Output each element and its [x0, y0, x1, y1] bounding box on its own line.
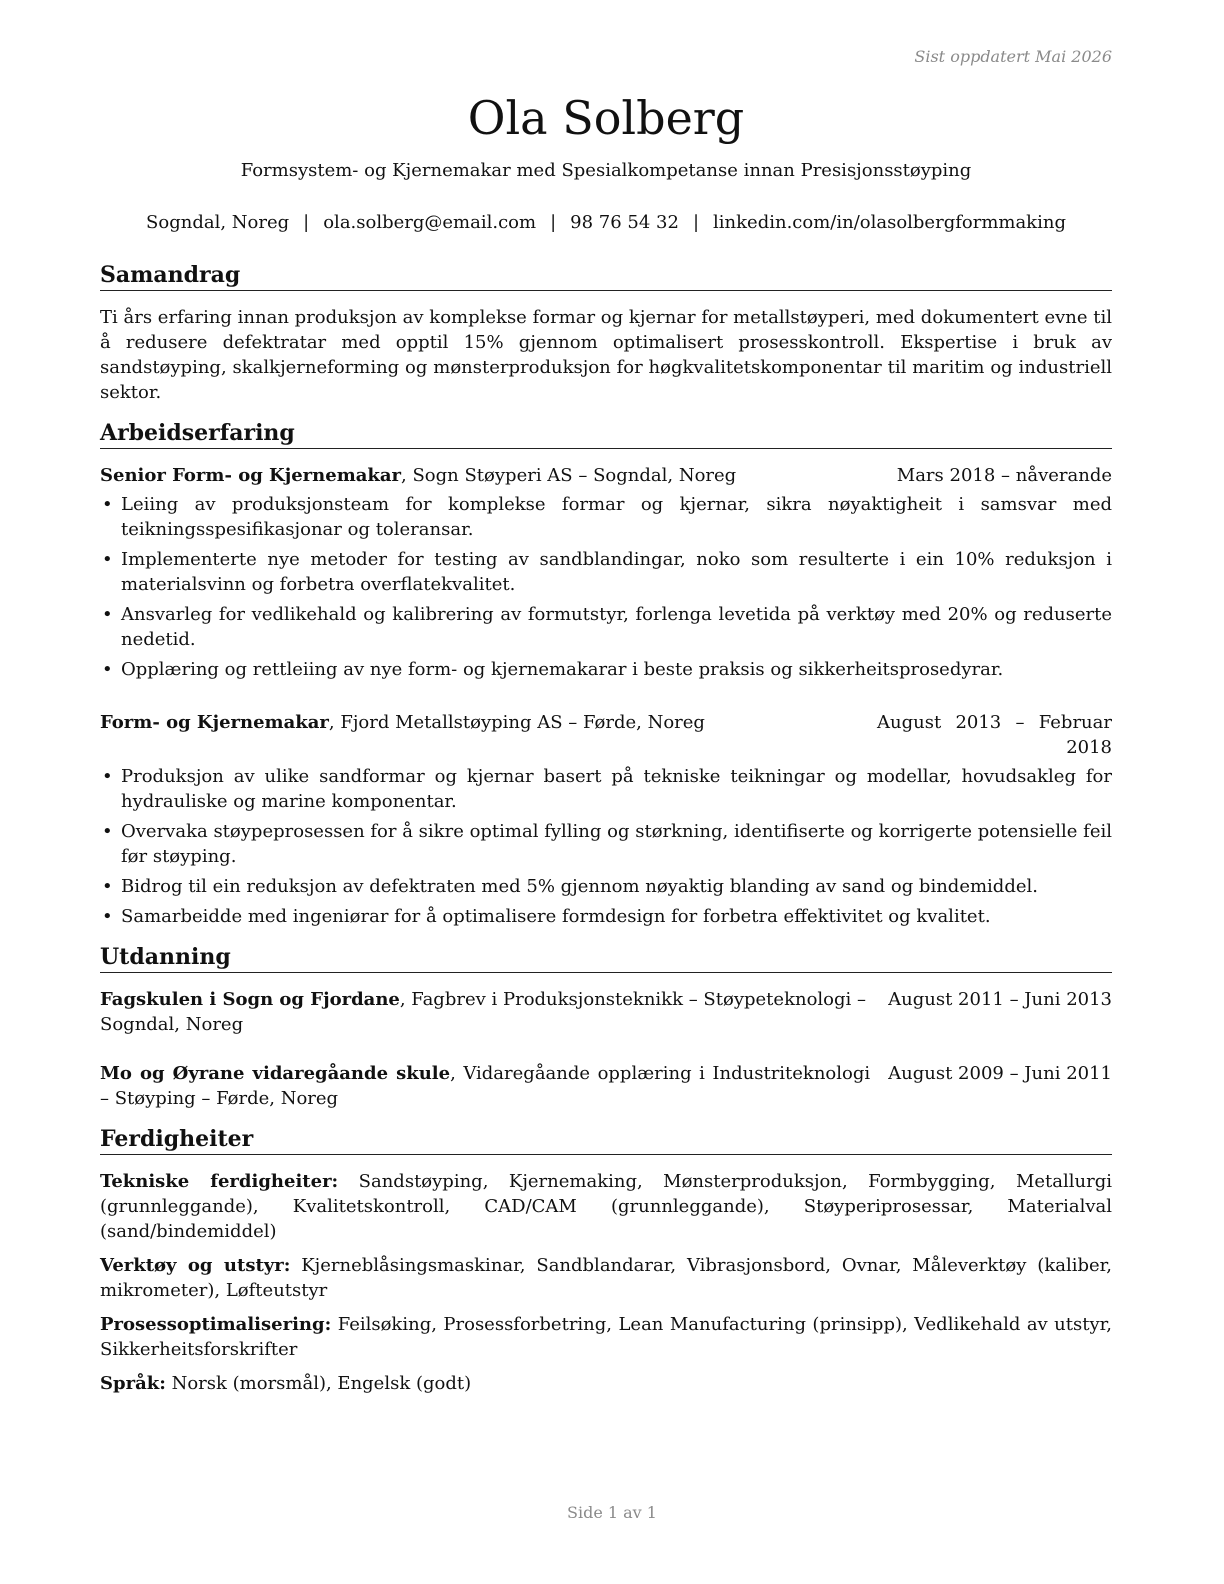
person-name: Ola Solberg [467, 91, 745, 145]
job-entry [100, 463, 1112, 682]
list-item: • Bidrog til ein reduksjon av defektraten med 5% gjennom nøyaktig blanding av sand og bindemiddel. [100, 874, 1112, 899]
skill-label: Språk: [100, 1373, 166, 1394]
summary-section [100, 261, 1112, 405]
job-entry [100, 710, 1112, 929]
education-dates: August 2009 – Juni 2011 [888, 1063, 1112, 1084]
section-title-summary: Samandrag [100, 261, 1112, 291]
skill-row [100, 1312, 1112, 1362]
job-dates: Mars 2018 – nåverande [896, 465, 1112, 486]
skill-row [100, 1169, 1112, 1244]
job-bullets [100, 492, 1112, 682]
education-entry [100, 1061, 1112, 1111]
skills-section [100, 1125, 1112, 1396]
summary-text: Ti års erfaring innan produksjon av komplekse formar og kjernar for metallstøyperi, med dokumentert evne til å redusere defektratar med opptil 15% gjennom optimalisert prosesskontroll. Ekspertise i bruk av sandstøyping, skalkjerneforming og mønsterproduksjon for høgkvalitetskomponentar til maritim og industriell sektor. [100, 307, 1112, 403]
job-header [100, 710, 1112, 760]
job-dates: August 2013 – Februar 2018 [877, 712, 1112, 758]
section-title-skills: Ferdigheiter [100, 1125, 1112, 1155]
skill-text: Sandstøyping, Kjernemaking, Mønsterproduksjon, Formbygging, Metallurgi (grunnleggande), Kvalitetskontroll, CAD/CAM (grunnleggande), Støyperiprosessar, Materialval (sand/bindemiddel) [100, 1171, 1112, 1242]
list-item: • Implementerte nye metoder for testing av sandblandingar, noko som resulterte i ein 10% reduksjon i materialsvinn og forbetra overflatekvalitet. [100, 547, 1112, 597]
education-detail: , Fagbrev i Produksjonsteknikk – Støypeteknologi – Sogndal, Noreg [100, 989, 866, 1035]
list-item: • Overvaka støypeprosessen for å sikre optimal fylling og størkning, identifiserte og korrigerte potensielle feil før støyping. [100, 819, 1112, 869]
last-updated-note: Sist oppdatert Mai 2026 [914, 47, 1112, 66]
section-title-experience: Arbeidserfaring [100, 419, 1112, 449]
education-dates: August 2011 – Juni 2013 [888, 989, 1112, 1010]
education-entry [100, 987, 1112, 1037]
contact-phone: 98 76 54 32 [570, 212, 679, 233]
skill-text: Kjerneblåsingsmaskinar, Sandblandarar, Vibrasjonsbord, Ovnar, Måleverktøy (kaliber, mikrometer), Løfteutstyr [100, 1255, 1112, 1301]
job-role: Form- og Kjernemakar [100, 712, 329, 733]
skill-row [100, 1253, 1112, 1303]
skill-text: Norsk (morsmål), Engelsk (godt) [165, 1373, 472, 1394]
experience-section [100, 419, 1112, 929]
job-org: , Fjord Metallstøyping AS – Førde, Noreg [328, 712, 705, 733]
headline: Formsystem- og Kjernemakar med Spesialkompetanse innan Presisjonsstøyping [240, 160, 972, 181]
skill-label: Verktøy og utstyr: [100, 1255, 291, 1276]
list-item: • Samarbeidde med ingeniørar for å optimalisere formdesign for forbetra effektivitet og kvalitet. [100, 904, 1112, 929]
contact-location: Sogndal, Noreg [146, 212, 290, 233]
job-header [100, 463, 1112, 488]
skill-label: Tekniske ferdigheiter: [100, 1171, 339, 1192]
skill-text: Feilsøking, Prosessforbetring, Lean Manufacturing (prinsipp), Vedlikehald av utstyr, Sikkerheitsforskrifter [100, 1314, 1112, 1360]
list-item: • Leiing av produksjonsteam for komplekse formar og kjernar, sikra nøyaktigheit i samsvar med teikningsspesifikasjonar og toleransar. [100, 492, 1112, 542]
skill-row [100, 1371, 1112, 1396]
section-title-education: Utdanning [100, 943, 1112, 973]
contact-line [100, 210, 1112, 235]
job-role: Senior Form- og Kjernemakar [100, 465, 402, 486]
job-org: , Sogn Støyperi AS – Sogndal, Noreg [401, 465, 737, 486]
education-detail: , Vidaregåande opplæring i Industriteknologi – Støyping – Førde, Noreg [100, 1063, 871, 1109]
list-item: • Opplæring og rettleiing av nye form- og kjernemakarar i beste praksis og sikkerheitsprosedyrar. [100, 657, 1112, 682]
contact-separator: | [692, 212, 700, 233]
skill-label: Prosessoptimalisering: [100, 1314, 332, 1335]
education-section [100, 943, 1112, 1111]
contact-email[interactable]: ola.solberg@email.com [323, 212, 537, 233]
contact-separator: | [550, 212, 557, 233]
list-item: • Ansvarleg for vedlikehald og kalibrering av formutstyr, forlenga levetida på verktøy med 20% og reduserte nedetid. [100, 602, 1112, 652]
list-item: • Produksjon av ulike sandformar og kjernar basert på tekniske teikningar og modellar, hovudsakleg for hydrauliske og marine komponentar. [100, 764, 1112, 814]
page-number: Side 1 av 1 [567, 1503, 657, 1522]
education-school: Mo og Øyrane vidaregåande skule [100, 1063, 451, 1084]
contact-separator: | [303, 212, 310, 233]
education-school: Fagskulen i Sogn og Fjordane [100, 989, 400, 1010]
job-bullets [100, 764, 1112, 929]
contact-linkedin[interactable]: linkedin.com/in/olasolbergformmaking [713, 212, 1066, 233]
resume-page [100, 0, 1112, 1396]
